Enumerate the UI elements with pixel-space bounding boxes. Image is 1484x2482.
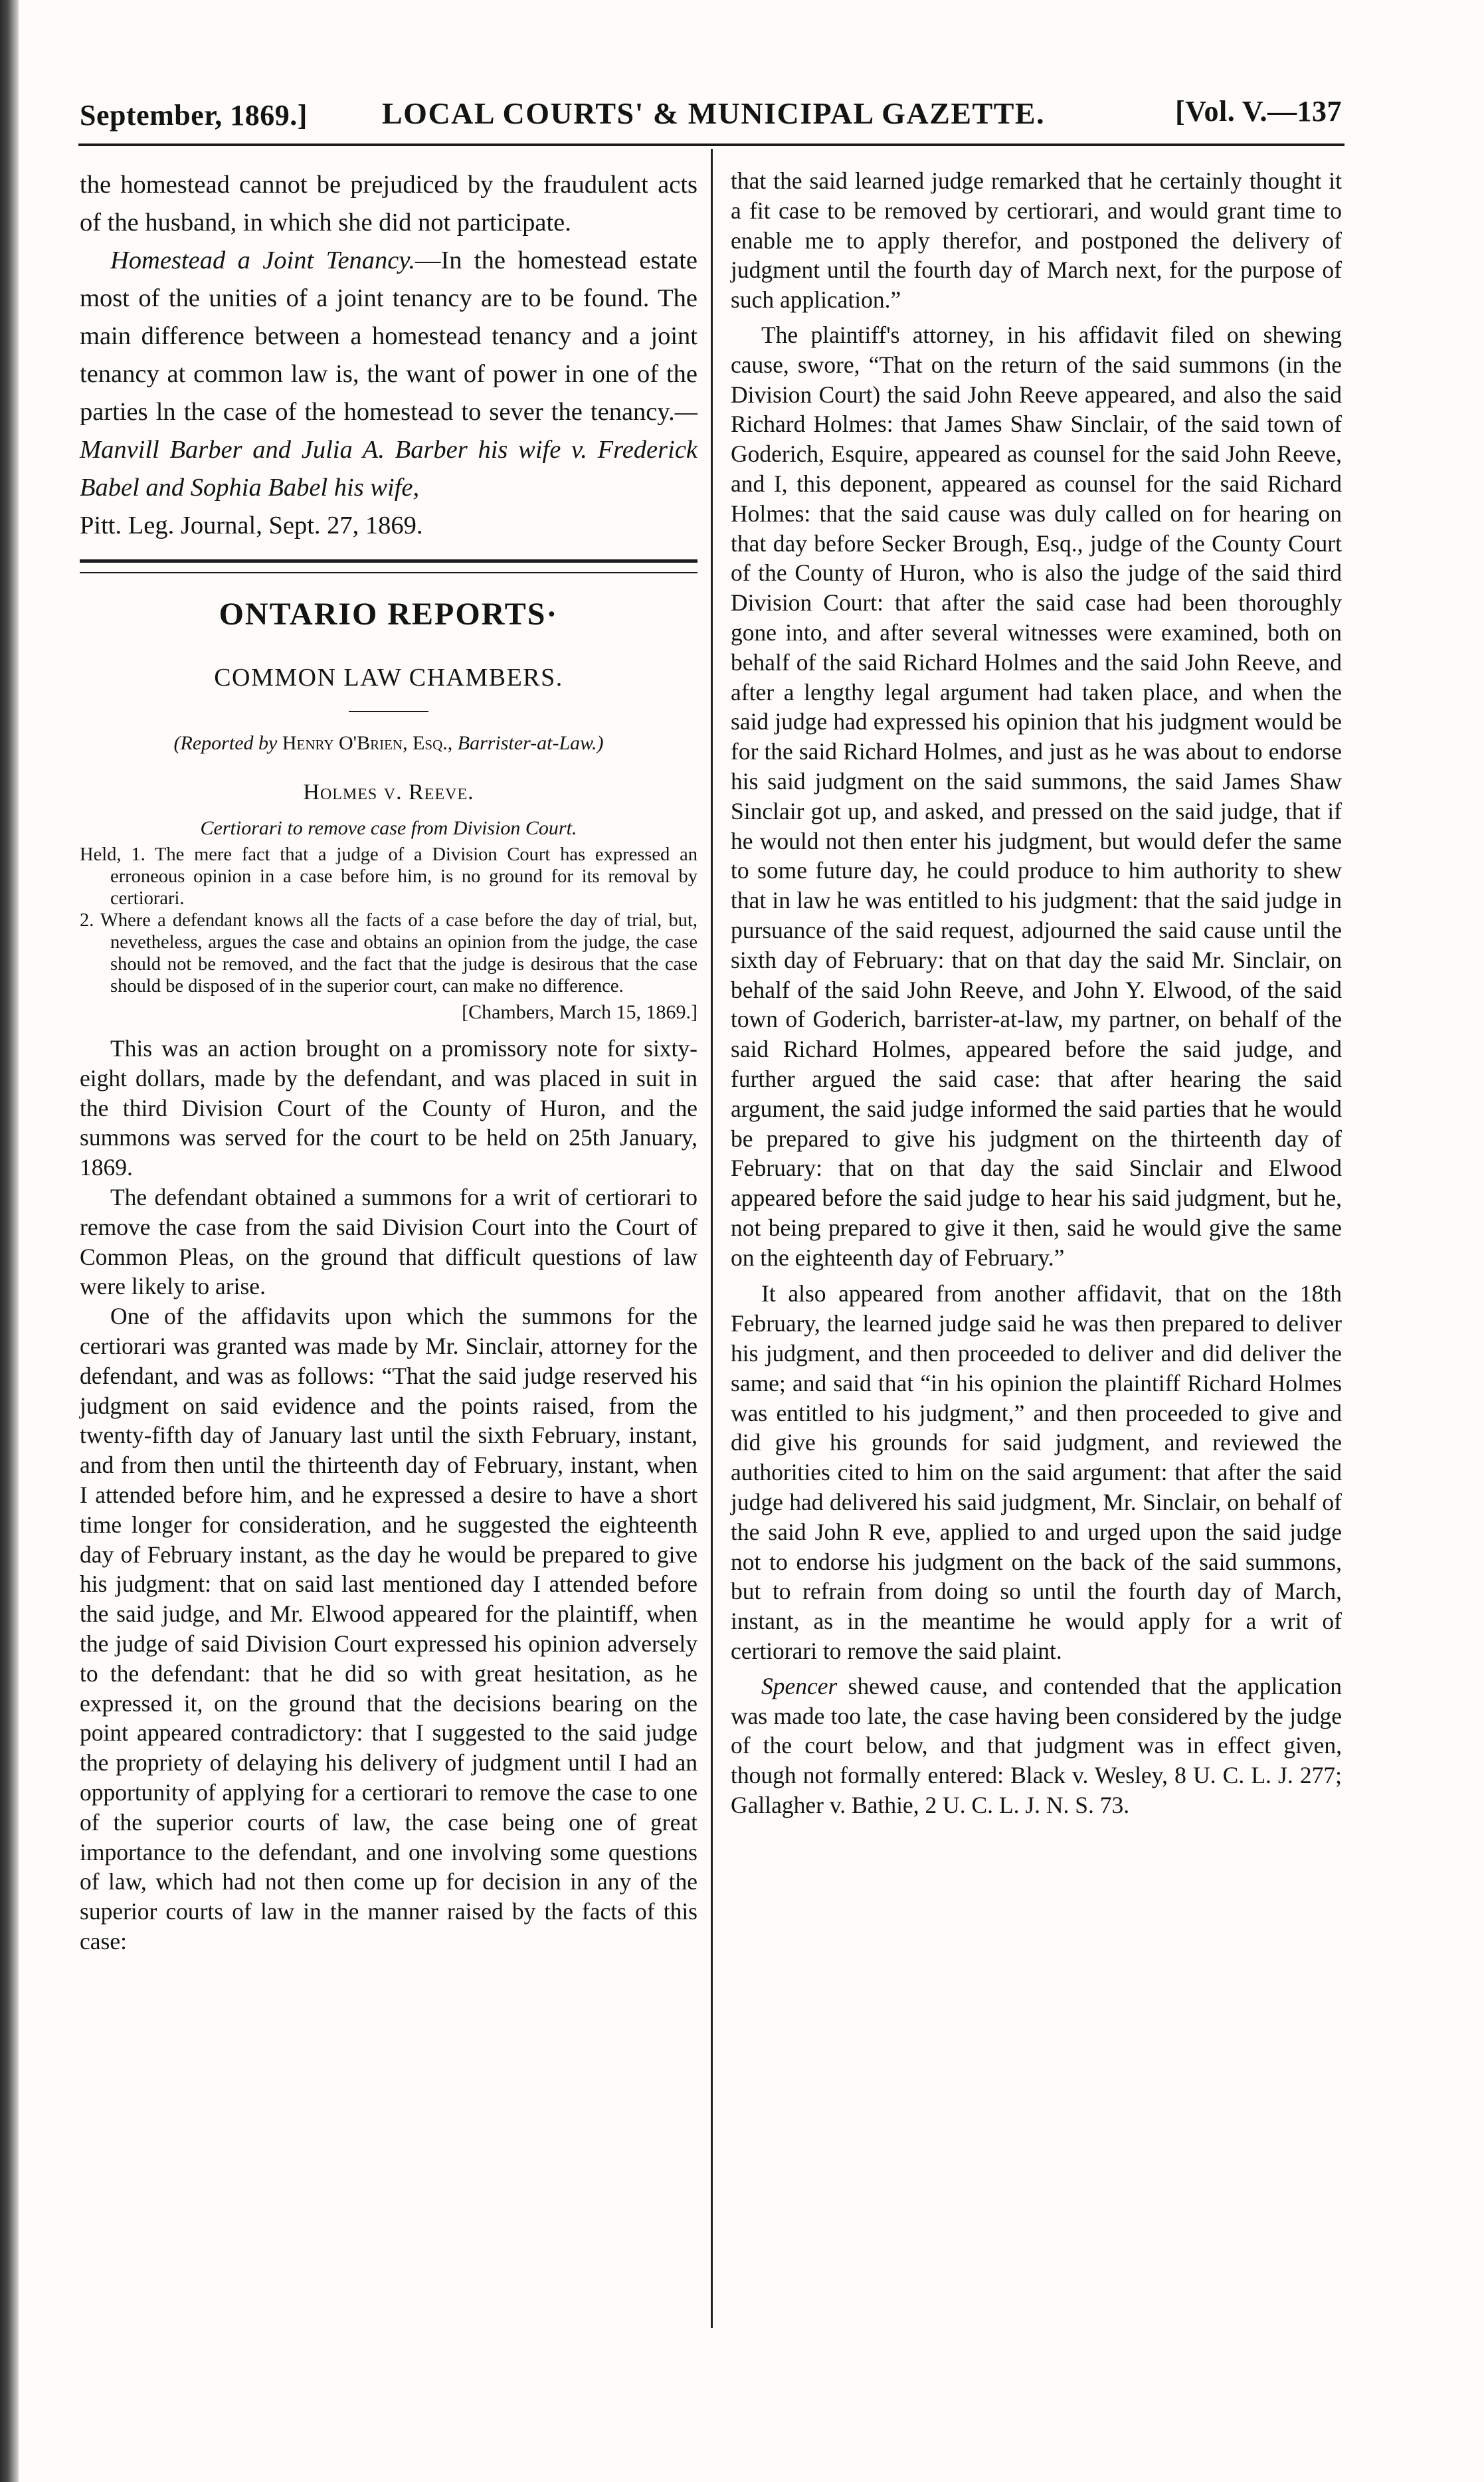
short-divider	[349, 711, 428, 712]
running-head	[80, 92, 1342, 138]
reporter-name: Henry O'Brien, Esq.,	[282, 732, 453, 754]
reporter-prefix: (Reported by	[173, 732, 282, 754]
plaintiff-affidavit-paragraph: The plaintiff's attorney, in his affidavit filed on shewing cause, swore, “That on the return of the said summons (in the Division Court) the said John Reeve appeared, and also the said Richard Holmes: that James Shaw Sinclair, of the said town of Goderich, Esquire, appeared as counsel for the said John Reeve, and I, this deponent, appeared as counsel for the said Richard Holmes: that the said cause was duly called on for hearing on that day before Secker Brough, Esq., judge of the County Court of the County of Huron, who is also the judge of the said third Division Court: that after the said case had been thoroughly gone into, and after several witnesses were examined, both on behalf of the said Richard Holmes and the said John Reeve, and after a lengthy legal argument had taken place, and when the said judge had expressed his opinion that his judgment would be for the said Richard Holmes, and just as he was about to endorse his said judgment on the said summons, the said James Shaw Sinclair got up, and asked, and pressed on the said judge, that if he would not then enter his judgment, but would defer the same to some future day, he could produce to him authority to shew that in law he was entitled to his judgment: that the said judge in pursuance of the said request, adjourned the said cause until the sixth day of February: that on that day the said Mr. Sinclair, on behalf of the said John Reeve, and John Y. Elwood, of the said town of Goderich, barrister-at-law, my partner, on behalf of the said Richard Holmes, appeared before the said judge, and further argued the said case: that after hearing the said argument, the said judge informed the said parties that he would be prepared to give his judgment on the thirteenth day of February: that on that day the said Sinclair and Elwood appeared before the said judge to hear his said judgment, but he, not being prepared to give it then, said he would give the same on the eighteenth day of February.”	[731, 321, 1342, 1271]
headnote	[80, 844, 697, 1023]
reporter-line	[80, 732, 697, 755]
case-title: Holmes v. Reeve.	[303, 780, 474, 805]
spencer-argument-paragraph	[731, 1671, 1342, 1820]
volume-page-number: [Vol. V.—137	[1175, 95, 1342, 128]
citation-source: Pitt. Leg. Journal, Sept. 27, 1869.	[80, 512, 423, 539]
case-facts-paragraph: This was an action brought on a promissory note for sixty-eight dollars, made by the defendant, and was placed in suit in the third Division Court of the County of Huron, and the summons was served for the court to be held on 25th January, 1869.	[80, 1035, 697, 1181]
section-divider	[80, 559, 697, 573]
held-point-1: Held, 1. The mere fact that a judge of a Division Court has expressed an erroneous opinion in a case before him, is no ground for its removal by certiorari.	[80, 844, 697, 909]
counsel-name: Spencer	[761, 1672, 838, 1699]
another-affidavit-paragraph: It also appeared from another affidavit, that on the 18th February, the learned judge said he was then prepared to deliver his judgment, and then proceeded to deliver and did deliver the same; and said that “in his opinion the plaintiff Richard Holmes was entitled to his judgment,” and then proceeded to give and did give his grounds for said judgment, and reviewed the authorities cited to him on the said argument: that after the said judge had delivered his said judgment, Mr. Sinclair, on behalf of the said John R eve, applied to and urged upon the said judge not to endorse his judgment on the back of the said summons, but to refrain from doing so until the fourth day of March, instant, as in the meantime he would apply for a writ of certiorari to remove the said plaint.	[731, 1280, 1342, 1665]
paragraph-body: —In the homestead estate most of the unities of a joint tenancy are to be found. The main difference between a homestead tenancy and a joint tenancy at common law is, the want of power in one of the parties ln the case of the homestead to sever the tenancy.	[80, 246, 698, 426]
homestead-paragraph-end: the homestead cannot be prejudiced by the fraudulent acts of the husband, in which she did not participate.	[80, 171, 697, 237]
affidavit-continuation: that the said learned judge remarked that he certainly thought it a fit case to be removed by certiorari, and would grant time to enable me to apply therefor, and postponed the delivery of judgment until the fourth day of March next, for the purpose of such application.”	[731, 167, 1342, 314]
reporter-suffix: Barrister-at-Law.)	[452, 732, 604, 754]
homestead-joint-tenancy-paragraph	[80, 242, 697, 507]
headnote-title: Certiorari to remove case from Division Court.	[200, 817, 577, 839]
held-point-2: 2. Where a defendant knows all the facts of a case before the day of trial, but, nevetheless, argues the case and obtains an opinion from the judge, the case should not be removed, and the fact that the judge is desirous that the case should be disposed of in the superior court, can make no difference.	[80, 910, 697, 997]
court-title: COMMON LAW CHAMBERS.	[214, 664, 563, 692]
publication-title: LOCAL COURTS' & MUNICIPAL GAZETTE.	[382, 96, 1046, 130]
paragraph-heading: Homestead a Joint Tenancy.	[110, 246, 415, 274]
section-title: ONTARIO REPORTS·	[219, 597, 559, 632]
scanned-page-edge	[0, 0, 19, 2482]
left-column	[80, 166, 697, 1957]
summons-paragraph: The defendant obtained a summons for a writ of certiorari to remove the case from the said Division Court into the Court of Common Pleas, on the ground that difficult questions of law were likely to arise.	[80, 1183, 697, 1300]
column-divider	[711, 149, 713, 2328]
issue-date: September, 1869.]	[80, 99, 308, 132]
right-column	[731, 166, 1342, 1820]
affidavit-paragraph: One of the affidavits upon which the summons for the certiorari was granted was made by Mr. Sinclair, attorney for the defendant, and was as follows: “That the said judge reserved his judgment on said evidence and the points raised, from the twenty-fifth day of January last until the sixth February, instant, and from then until the thirteenth day of February, instant, when I attended before him, and he expressed a desire to have a short time longer for consideration, and he suggested the eighteenth day of February instant, as the day he would be prepared to give his judgment: that on said last mentioned day I attended before the said judge, and Mr. Elwood appeared for the plaintiff, when the judge of said Division Court expressed his opinion adversely to the defendant: that he did so with great hesitation, as he expressed it, on the ground that the decisions bearing on the point appeared contradictory: that I suggested to the said judge the propriety of delaying his delivery of judgment until I had an opportunity of applying for a certiorari to remove the case to one of the superior courts of law, the case being one of great importance to the defendant, and one involving some questions of law, which had not then come up for decision in any of the superior courts of law in the manner raised by the facts of this case:	[80, 1303, 697, 1955]
header-rule	[78, 143, 1345, 146]
chambers-date: [Chambers, March 15, 1869.]	[462, 1001, 697, 1023]
argument-text: shewed cause, and contended that the application was made too late, the case having been considered by the judge of the court below, and that judgment was in effect given, though not formally entered: Black v. Wesley, 8 U. C. L. J. 277; Gallagher v. Bathie, 2 U. C. L. J. N. S. 73.	[731, 1672, 1342, 1819]
case-citation: —Manvill Barber and Julia A. Barber his wife v. Frederick Babel and Sophia Babel his wife,	[80, 398, 697, 502]
